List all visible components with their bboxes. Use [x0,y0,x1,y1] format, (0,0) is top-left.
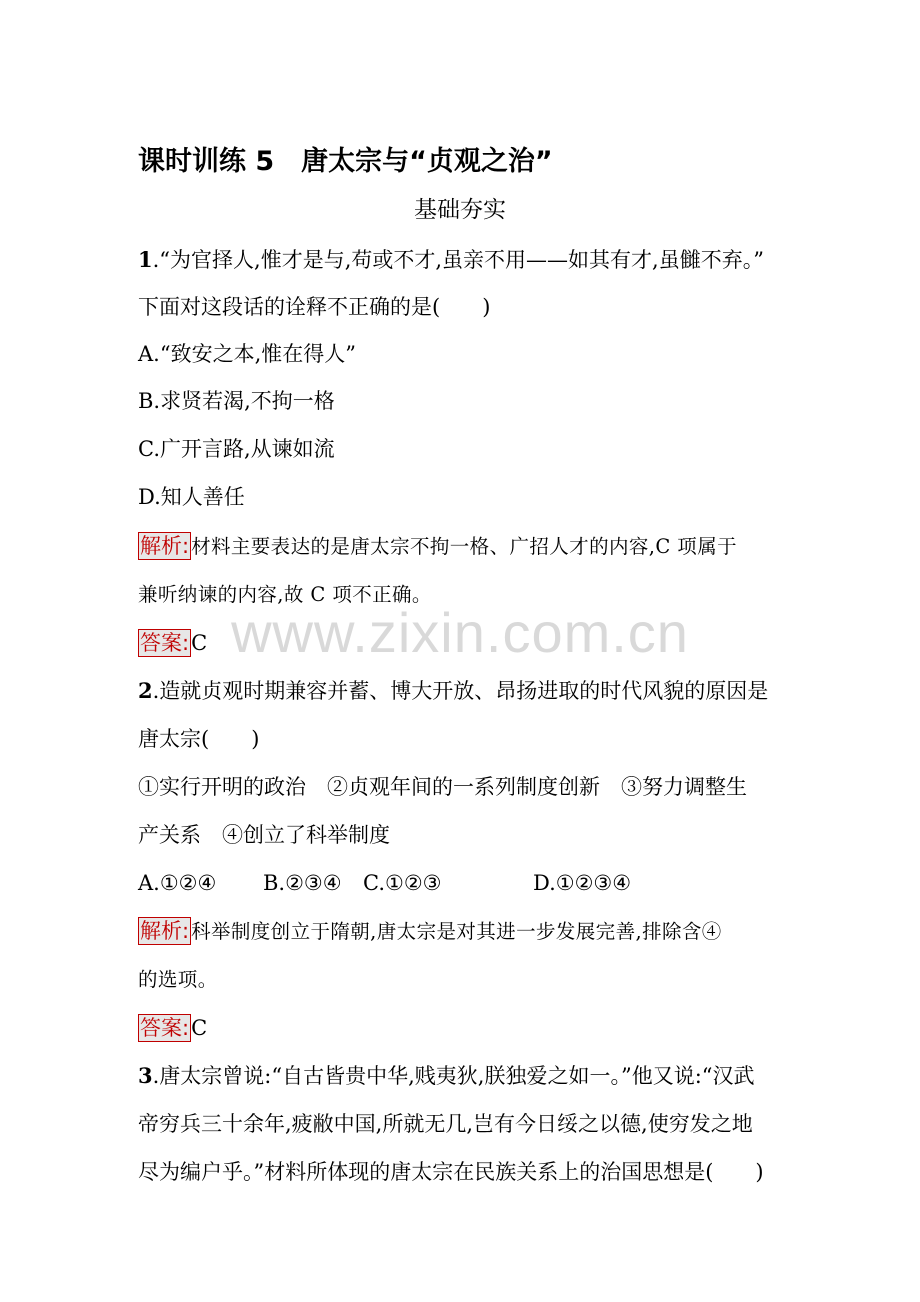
q2-answer-value: C [191,1016,208,1040]
q2-analysis-text-2: 的选项。 [138,968,218,991]
page-title: 课时训练 5 唐太宗与“贞观之治” [138,146,553,177]
q2-option-b: B.②③④ [263,871,342,895]
answer-label: 答案: [140,631,190,655]
q2-stem-text-1: .造就贞观时期兼容并蓄、博大开放、昂扬进取的时代风貌的原因是 [152,679,769,703]
q2-analysis-text-1: 科举制度创立于隋朝,唐太宗是对其进一步发展完善,排除含④ [191,920,722,943]
q2-option-d: D.①②③④ [533,871,632,895]
q2-answer-line [138,1012,798,1044]
q3-stem-text-1: .唐太宗曾说:“自古皆贵中华,贱夷狄,朕独爱之如一。”他又说:“汉武 [152,1064,755,1088]
answer-label: 答案: [140,1016,190,1040]
q1-answer-value: C [191,631,208,655]
q1-stem-text-1: .“为官择人,惟才是与,苟或不才,虽亲不用——如其有才,虽雠不弃。” [152,248,764,272]
q1-stem-line-1 [138,244,798,276]
q1-option-d: D.知人善任 [138,485,245,509]
q1-option-c: C.广开言路,从谏如流 [138,437,335,461]
analysis-label: 解析: [140,919,190,943]
q1-answer-line [138,627,798,659]
q2-stem-line-2: 唐太宗( ) [138,727,260,751]
q1-option-a: A.“致安之本,惟在得人” [138,342,356,366]
q1-analysis-line-2 [138,578,798,611]
q3-stem-line-1 [138,1060,798,1092]
q1-option-b: B.求贤若渴,不拘一格 [138,389,335,413]
section-heading: 基础夯实 [414,197,506,223]
q2-stem-line-1 [138,675,798,707]
q2-number: 2 [138,678,153,703]
q2-stem-line-4: 产关系 ④创立了科举制度 [138,823,390,847]
watermark: www.zixin.com.cn [231,601,689,664]
q2-option-a: A.①②④ [138,871,217,895]
q1-analysis-line-1 [138,530,798,563]
q1-stem-line-2: 下面对这段话的诠释不正确的是( ) [138,295,491,319]
q3-stem-line-3: 尽为编户乎。”材料所体现的唐太宗在民族关系上的治国思想是( ) [138,1160,764,1184]
analysis-label: 解析: [140,534,190,558]
q2-analysis-line-1 [138,915,798,948]
q2-option-c: C.①②③ [363,871,442,895]
q1-number: 1 [138,247,153,272]
q1-analysis-text-1: 材料主要表达的是唐太宗不拘一格、广招人才的内容,C 项属于 [191,535,737,558]
q3-number: 3 [138,1063,153,1088]
q2-analysis-line-2 [138,963,798,996]
q1-analysis-text-2: 兼听纳谏的内容,故 C 项不正确。 [138,583,432,606]
q3-stem-line-2: 帝穷兵三十余年,疲敝中国,所就无几,岂有今日绥之以德,使穷发之地 [138,1112,753,1136]
q2-options [138,867,798,899]
q2-stem-line-3: ①实行开明的政治 ②贞观年间的一系列制度创新 ③努力调整生 [138,775,747,799]
